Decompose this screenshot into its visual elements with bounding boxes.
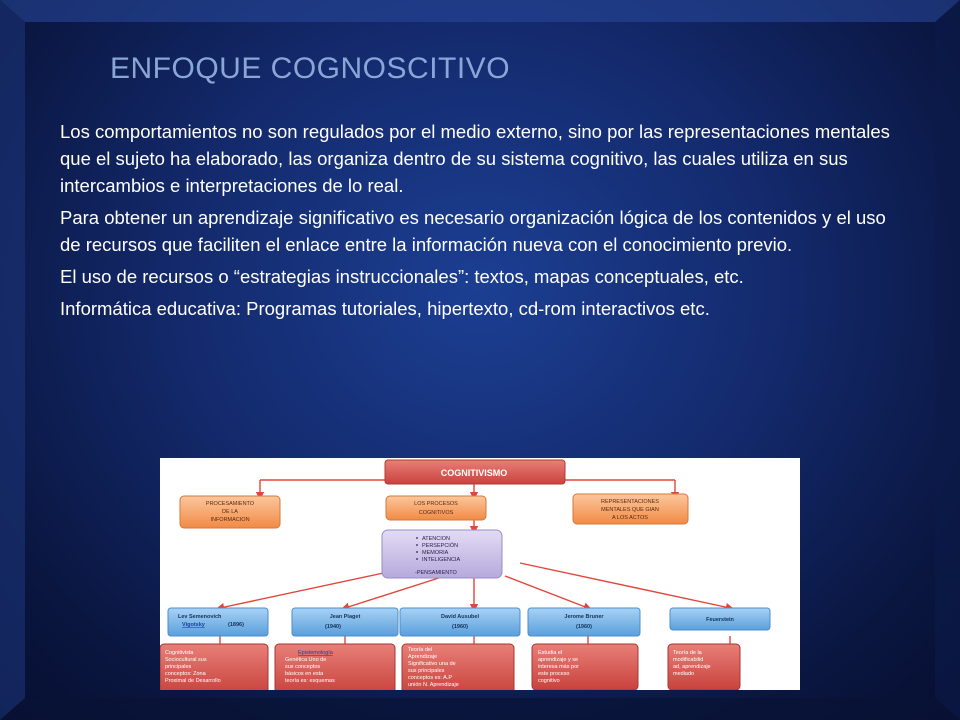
center-item-1: ATENCION xyxy=(422,536,451,542)
author-5-name: Feuerstein xyxy=(706,617,734,623)
author-1-desc-2: Sociocultural sus xyxy=(165,657,207,663)
author-2-name: Jean Piaget xyxy=(329,614,361,620)
paragraph-1: Los comportamientos no son regulados por el medio externo, sino por las representaciones mentales que el sujeto ha elaborado, las organiza dentro de su sistema cognitivo, las cuales utiliza en sus intercambios e interpretaciones de lo real. xyxy=(60,121,890,196)
author-3-desc-4: sus principales xyxy=(408,668,445,674)
author-1-desc-1: Cognitivista xyxy=(165,650,194,656)
author-5-desc-4: mediado xyxy=(673,671,695,677)
branch-3-line-2: MENTALES QUE GIAN xyxy=(601,507,659,513)
branch-2-line-2: COGNITIVOS xyxy=(418,510,454,516)
branch-3-line-1: REPRESENTACIONES xyxy=(601,499,659,505)
branch-1-line-2: DE LA xyxy=(222,509,238,515)
author-1-desc-4: conceptos: Zona xyxy=(165,671,206,677)
author-3-desc-1: Teoría del xyxy=(408,647,433,653)
author-5-desc-2: modificabilid xyxy=(673,657,704,663)
branch-node-2 xyxy=(386,496,486,520)
author-2-desc-3: sus conceptos xyxy=(285,664,321,670)
author-4-desc-5: cognitivo xyxy=(538,678,560,684)
author-1-name2: Vigotsky xyxy=(182,622,205,628)
branch-3-line-3: A LOS ACTOS xyxy=(612,515,648,521)
author-1-year: (1896) xyxy=(228,622,244,628)
author-1 xyxy=(160,608,268,690)
center-item-2: PERSEPCIÓN xyxy=(422,543,459,549)
author-4-desc-2: aprendizaje y se xyxy=(538,657,579,663)
author-5-desc-3: ad, aprendizaje xyxy=(673,664,711,670)
author-2-desc-5: teoría es: esquemas xyxy=(285,678,335,684)
author-1-desc-3: principales xyxy=(165,664,192,670)
branch-1-line-1: PROCESAMIENTO xyxy=(205,501,255,507)
author-2-desc-4: básicos en esta xyxy=(285,671,324,677)
paragraph-3: El uso de recursos o “estrategias instruccionales”: textos, mapas conceptuales, etc. xyxy=(60,266,744,287)
author-3-desc-5: conceptos es: A.P xyxy=(408,675,453,681)
paragraph-4: Informática educativa: Programas tutoriales, hipertexto, cd-rom interactivos etc. xyxy=(60,298,710,319)
author-1-desc-5: Proximal de Desarrollo xyxy=(165,678,221,684)
paragraph-2: Para obtener un aprendizaje significativo es necesario organización lógica de los contenidos y el uso de recursos que faciliten el enlace entre la información nueva con el conocimiento previo. xyxy=(60,207,886,255)
slide-title: ENFOQUE COGNOSCITIVO xyxy=(110,52,511,85)
author-3 xyxy=(400,608,520,690)
author-2 xyxy=(275,608,398,690)
author-4-name: Jerome Bruner xyxy=(564,614,604,620)
author-2-desc-2: Genética Uno de xyxy=(285,657,327,663)
author-3-desc-3: Significativo una de xyxy=(408,661,456,667)
branch-1-line-3: INFORMACION xyxy=(210,517,250,523)
center-item-4: INTELIGENCIA xyxy=(422,557,461,563)
center-footer: -PENSAMIENTO xyxy=(415,570,457,576)
body-text xyxy=(60,118,900,327)
author-4-desc-4: este proceso xyxy=(538,671,570,677)
diagram-canvas xyxy=(160,458,800,690)
author-4-desc-3: interesa más por xyxy=(538,664,579,670)
author-1-name: Lev Semenovich xyxy=(178,614,222,620)
author-4-year: (1960) xyxy=(576,624,592,630)
branch-2-line-1: LOS PROCESOS xyxy=(414,501,458,507)
author-2-desc-1: Epistemología xyxy=(298,650,333,656)
root-label: COGNITIVISMO xyxy=(440,468,508,478)
author-3-name: David Ausubel xyxy=(441,614,479,620)
author-2-year: (1940) xyxy=(325,624,341,630)
author-4-desc-1: Estudia el xyxy=(538,650,563,656)
author-3-year: (1960) xyxy=(452,624,468,630)
author-4 xyxy=(528,608,640,690)
author-5-desc-1: Teoría de la xyxy=(673,650,702,656)
author-3-desc-2: Aprendizaje xyxy=(408,654,438,660)
author-3-desc-6: unión N. Aprendizaje xyxy=(408,682,459,688)
author-5 xyxy=(668,608,770,690)
center-item-3: MEMORIA xyxy=(422,550,449,556)
cognitivismo-diagram xyxy=(160,458,800,690)
